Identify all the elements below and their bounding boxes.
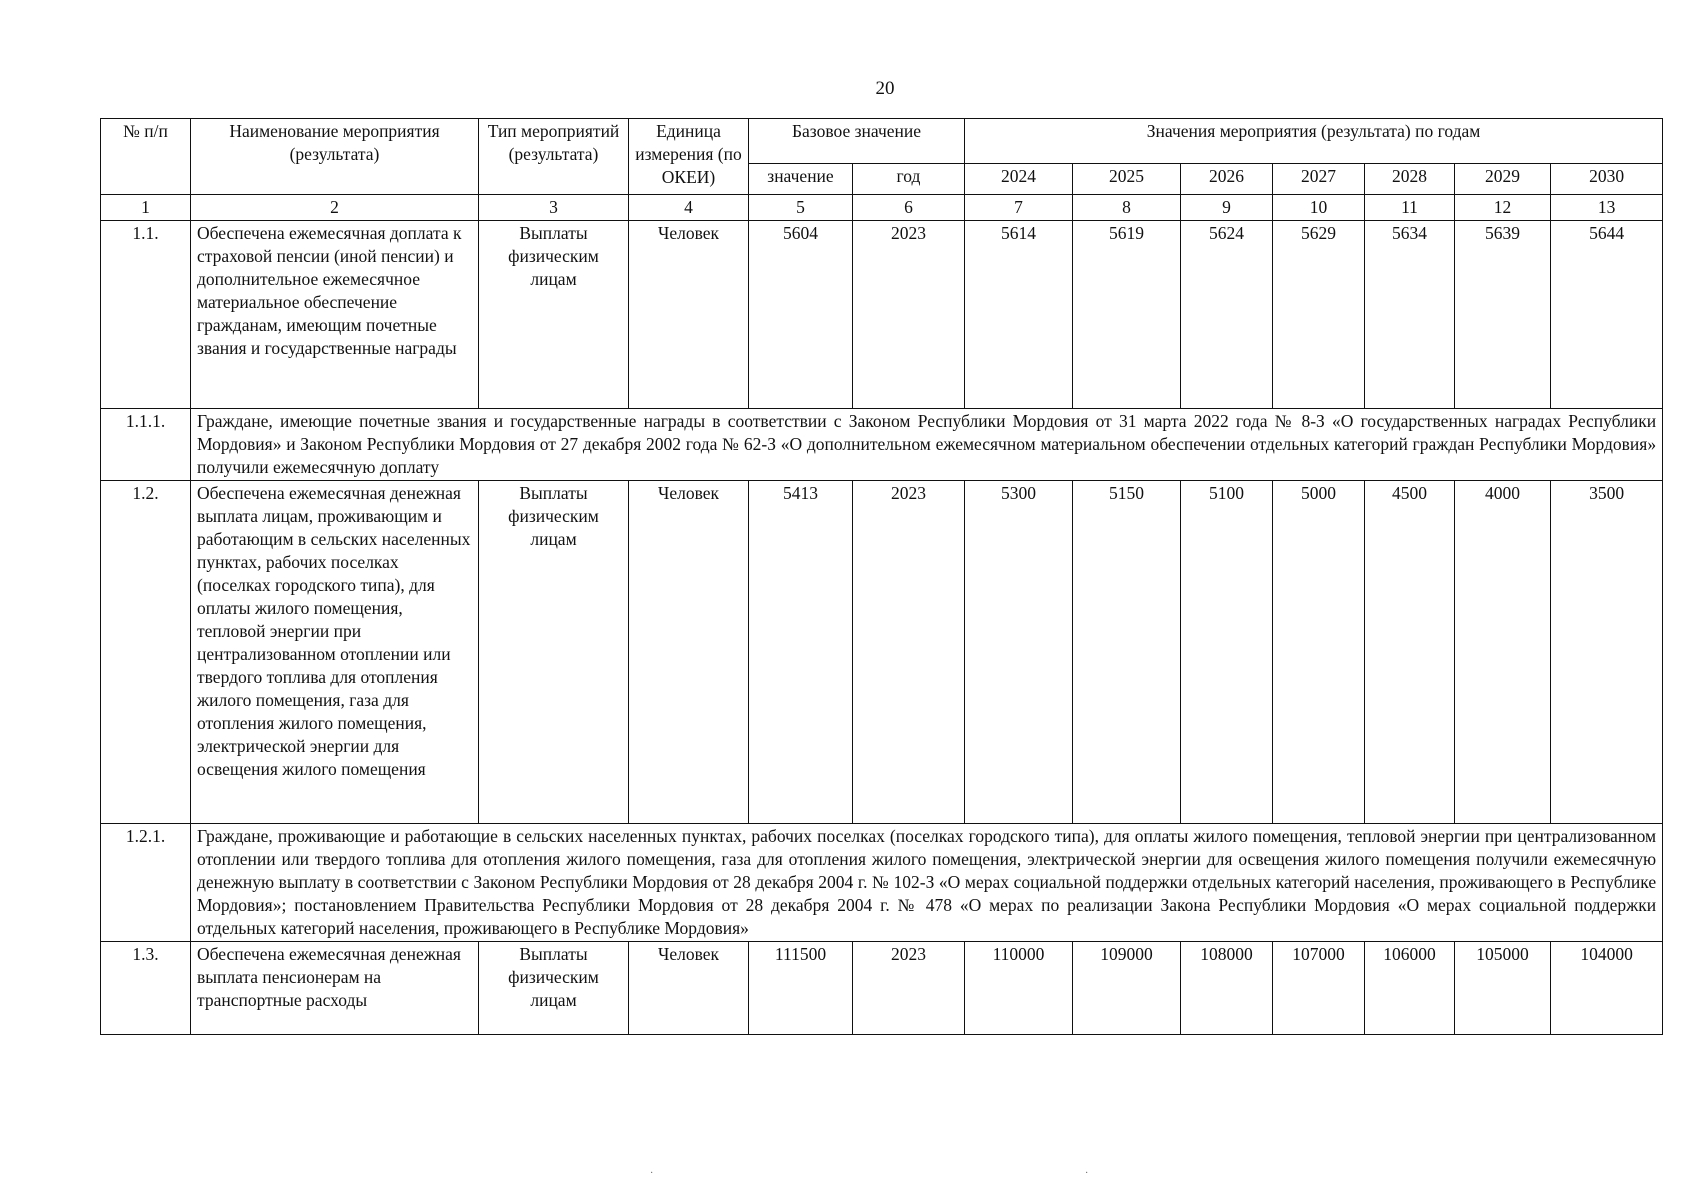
base-value: 5604 [749,221,853,409]
measure-name: Обеспечена ежемесячная денежная выплата лицам, проживающим и работающим в сельских населенных пунктах, рабочих поселках (поселках городского типа), для оплаты жилого помещения, тепловой энергии при централизованном отоплении или твердого топлива для отопления жилого помещения, газа для отопления жилого помещения, электрической энергии для освещения жилого помещения [191,481,479,824]
measure-unit: Человек [629,481,749,824]
value-2030: 5644 [1551,221,1663,409]
header-year-2027: 2027 [1273,164,1365,195]
row-number: 1.1.1. [101,409,191,481]
value-2026: 108000 [1181,942,1273,1035]
measure-name: Обеспечена ежемесячная доплата к страховой пенсии (иной пенсии) и дополнительное ежемесячное материальное обеспечение гражданам, имеющим почетные звания и государственные награды [191,221,479,409]
row-number: 1.3. [101,942,191,1035]
header-years: Значения мероприятия (результата) по годам [965,119,1663,164]
value-2026: 5624 [1181,221,1273,409]
header-type: Тип мероприятий (результата) [479,119,629,195]
column-number: 10 [1273,195,1365,221]
measure-name: Обеспечена ежемесячная денежная выплата пенсионерам на транспортные расходы [191,942,479,1035]
value-2030: 104000 [1551,942,1663,1035]
value-2024: 5300 [965,481,1073,824]
measure-type: Выплаты физическим лицам [479,221,629,409]
measure-type: Выплаты физическим лицам [479,481,629,824]
header-base-year: год [853,164,965,195]
base-year: 2023 [853,221,965,409]
scan-dot: · [1085,1168,1089,1179]
value-2024: 5614 [965,221,1073,409]
column-number: 6 [853,195,965,221]
column-number: 12 [1455,195,1551,221]
row-number: 1.2. [101,481,191,824]
scan-dot: · [650,1168,654,1179]
value-2027: 5000 [1273,481,1365,824]
value-2024: 110000 [965,942,1073,1035]
page-number: 20 [875,78,895,99]
header-num: № п/п [101,119,191,195]
value-2027: 5629 [1273,221,1365,409]
result-description: Граждане, проживающие и работающие в сельских населенных пунктах, рабочих поселках (поселках городского типа), для оплаты жилого помещения, тепловой энергии при централизованном отоплении или твердого топлива для отопления жилого помещения, газа для отопления жилого помещения, электрической энергии для освещения жилого помещения получили ежемесячную денежную выплату в соответствии с Законом Республики Мордовия от 28 декабря 2004 г. № 102-З «О мерах социальной поддержки отдельных категорий населения, проживающего в Республике Мордовия»; постановлением Правительства Республики Мордовия от 28 декабря 2004 г. № 478 «О мерах по реализации Закона Республики Мордовия «О мерах социальной поддержки отдельных категорий населения, проживающего в Республике Мордовия» [191,824,1663,942]
header-name: Наименование мероприятия (результата) [191,119,479,195]
value-2025: 109000 [1073,942,1181,1035]
table-row-note [101,824,1663,942]
value-2026: 5100 [1181,481,1273,824]
measure-unit: Человек [629,221,749,409]
value-2028: 4500 [1365,481,1455,824]
header-row-1 [101,119,1663,164]
header-base-value: значение [749,164,853,195]
row-number: 1.1. [101,221,191,409]
base-year: 2023 [853,481,965,824]
column-number: 9 [1181,195,1273,221]
column-number: 7 [965,195,1073,221]
value-2025: 5619 [1073,221,1181,409]
column-number: 8 [1073,195,1181,221]
value-2028: 5634 [1365,221,1455,409]
value-2027: 107000 [1273,942,1365,1035]
base-value: 111500 [749,942,853,1035]
row-number: 1.2.1. [101,824,191,942]
value-2025: 5150 [1073,481,1181,824]
column-number: 11 [1365,195,1455,221]
measures-table [100,118,1663,1035]
measure-unit: Человек [629,942,749,1035]
column-numbers-row [101,195,1663,221]
result-description: Граждане, имеющие почетные звания и государственные награды в соответствии с Законом Республики Мордовия от 31 марта 2022 года № 8-З «О государственных наградах Республики Мордовия» и Законом Республики Мордовия от 27 декабря 2002 года № 62-З «О дополнительном ежемесячном материальном обеспечении отдельных категорий граждан Республики Мордовия» получили ежемесячную доплату [191,409,1663,481]
column-number: 5 [749,195,853,221]
header-year-2029: 2029 [1455,164,1551,195]
base-value: 5413 [749,481,853,824]
column-number: 4 [629,195,749,221]
header-unit: Единица измерения (по ОКЕИ) [629,119,749,195]
column-number: 1 [101,195,191,221]
table-row [101,481,1663,824]
value-2029: 4000 [1455,481,1551,824]
value-2030: 3500 [1551,481,1663,824]
measure-type: Выплаты физическим лицам [479,942,629,1035]
header-year-2030: 2030 [1551,164,1663,195]
value-2028: 106000 [1365,942,1455,1035]
table-row [101,221,1663,409]
header-year-2025: 2025 [1073,164,1181,195]
header-year-2028: 2028 [1365,164,1455,195]
table-row [101,942,1663,1035]
value-2029: 105000 [1455,942,1551,1035]
column-number: 13 [1551,195,1663,221]
header-year-2026: 2026 [1181,164,1273,195]
value-2029: 5639 [1455,221,1551,409]
table-row-note [101,409,1663,481]
column-number: 3 [479,195,629,221]
base-year: 2023 [853,942,965,1035]
column-number: 2 [191,195,479,221]
header-year-2024: 2024 [965,164,1073,195]
header-base: Базовое значение [749,119,965,164]
